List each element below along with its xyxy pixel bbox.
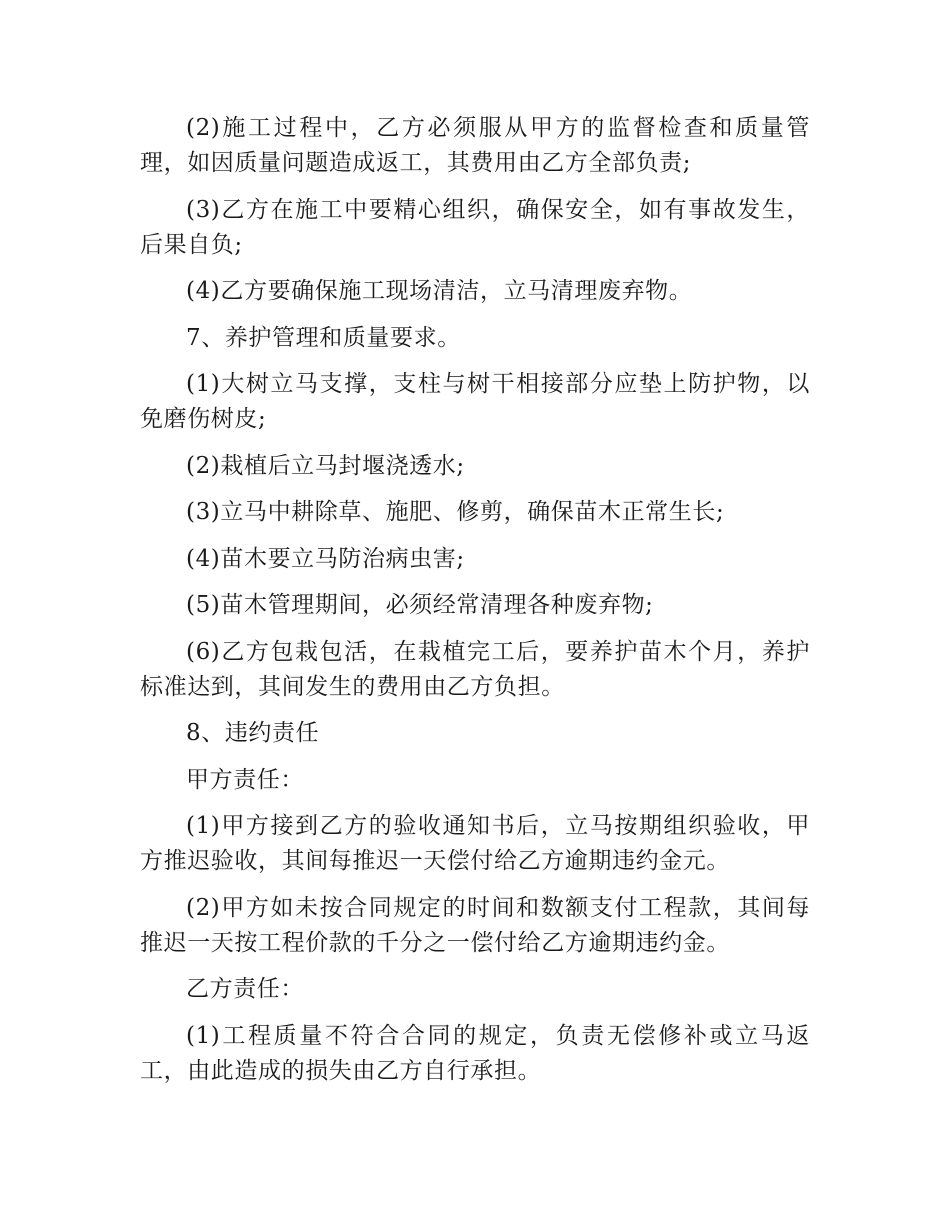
paragraph-watering: (2)栽植后立马封堰浇透水; [186, 452, 465, 479]
paragraph-survival-guarantee: (6)乙方包栽包活，在栽植完工后，要养护苗木个月，养护标准达到，其间发生的费用由乙方负担。 [140, 638, 810, 700]
subheading-party-b: 乙方责任： [186, 976, 304, 1002]
paragraph-party-a-payment: (2)甲方如未按合同规定的时间和数额支付工程款，其间每推迟一天按工程价款的千分之一偿付给乙方逾期违约金。 [140, 894, 810, 956]
paragraph-weeding: (3)立马中耕除草、施肥、修剪，确保苗木正常生长; [186, 499, 725, 525]
paragraph-construction-supervision: (2)施工过程中，乙方必须服从甲方的监督检查和质量管理，如因质量问题造成返工，其费用由乙方全部负责; [140, 115, 810, 176]
paragraph-waste-cleanup: (5)苗木管理期间，必须经常清理各种废弃物; [186, 592, 654, 618]
section-heading-maintenance: 7、养护管理和质量要求。 [186, 324, 461, 351]
paragraph-party-a-acceptance: (1)甲方接到乙方的验收通知书后，立马按期组织验收，甲方推迟验收，其间每推迟一天偿付给乙方逾期违约金元。 [140, 813, 810, 874]
section-heading-liability: 8、违约责任 [186, 720, 320, 746]
paragraph-safety: (3)乙方在施工中要精心组织，确保安全，如有事故发生，后果自负; [140, 196, 810, 258]
paragraph-party-b-quality: (1)工程质量不符合合同的规定，负责无偿修补或立马返工，由此造成的损失由乙方自行承担。 [140, 1022, 810, 1084]
paragraph-tree-support: (1)大树立马支撑，支柱与树干相接部分应垫上防护物，以免磨伤树皮; [140, 371, 810, 432]
subheading-party-a: 甲方责任： [186, 766, 304, 793]
paragraph-pest-control: (4)苗木要立马防治病虫害; [186, 545, 465, 572]
paragraph-site-cleanliness: (4)乙方要确保施工现场清洁，立马清理废弃物。 [186, 278, 693, 304]
